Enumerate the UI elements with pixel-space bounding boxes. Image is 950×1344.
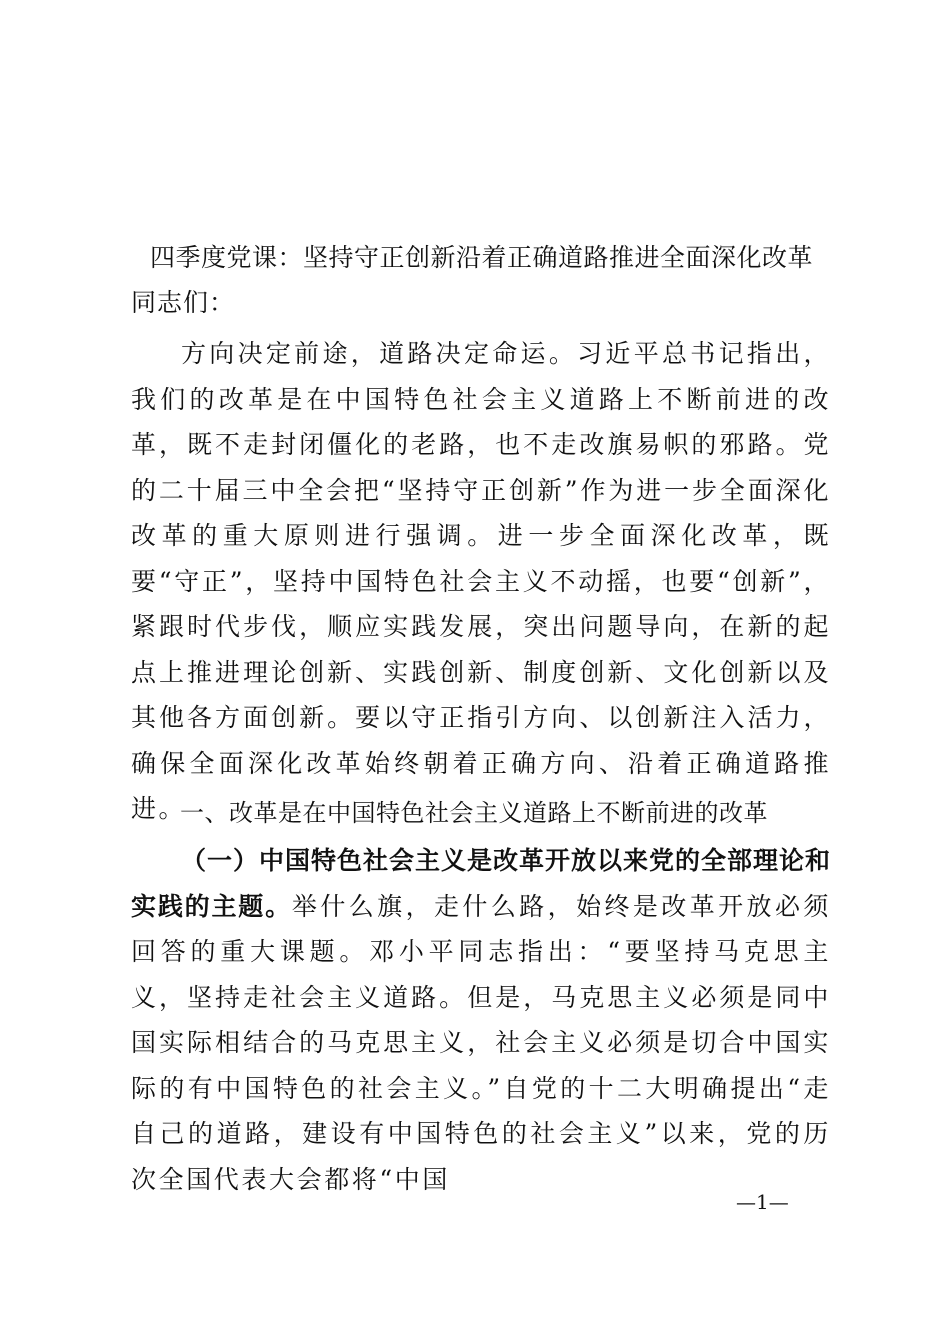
body-paragraph: 方向决定前途，道路决定命运。习近平总书记指出，我们的改革是在中国特色社会主义道路上不断前进的改革，既不走封闭僵化的老路，也不走改旗易帜的邪路。党的二十届三中全会把“坚持守正创新”作为进一步全面深化改革的重大原则进行强调。进一步全面深化改革，既要“守正”，坚持中国特色社会主义不动摇，也要“创新”，紧跟时代步伐，顺应实践发展，突出问题导向，在新的起点上推进理论创新、实践创新、制度创新、文化创新以及其他各方面创新。要以守正指引方向、以创新注入活力，确保全面深化改革始终朝着正确方向、沿着正确道路推进。 — [131, 339, 831, 823]
document-title: 四季度党课：坚持守正创新沿着正确道路推进全面深化改革 — [150, 243, 814, 272]
body-paragraph-with-subheading — [131, 838, 831, 1202]
body-paragraph-text: 举什么旗，走什么路，始终是改革开放必须回答的重大课题。邓小平同志指出：“要坚持马克思主义，坚持走社会主义道路。但是，马克思主义必须是同中国实际相结合的马克思主义，社会主义必须是切合中国实际的有中国特色的社会主义。”自党的十二大明确提出“走自己的道路，建设有中国特色的社会主义”以来，党的历次全国代表大会都将“中国 — [131, 891, 831, 1194]
page-number: —1— — [736, 1190, 789, 1214]
section-heading: 一、改革是在中国特色社会主义道路上不断前进的改革 — [180, 799, 768, 827]
salutation: 同志们： — [131, 288, 236, 317]
subsection-heading: （一）中国特色社会主义是改革开放以来党的全部理论和实践的主题。 — [131, 846, 832, 921]
